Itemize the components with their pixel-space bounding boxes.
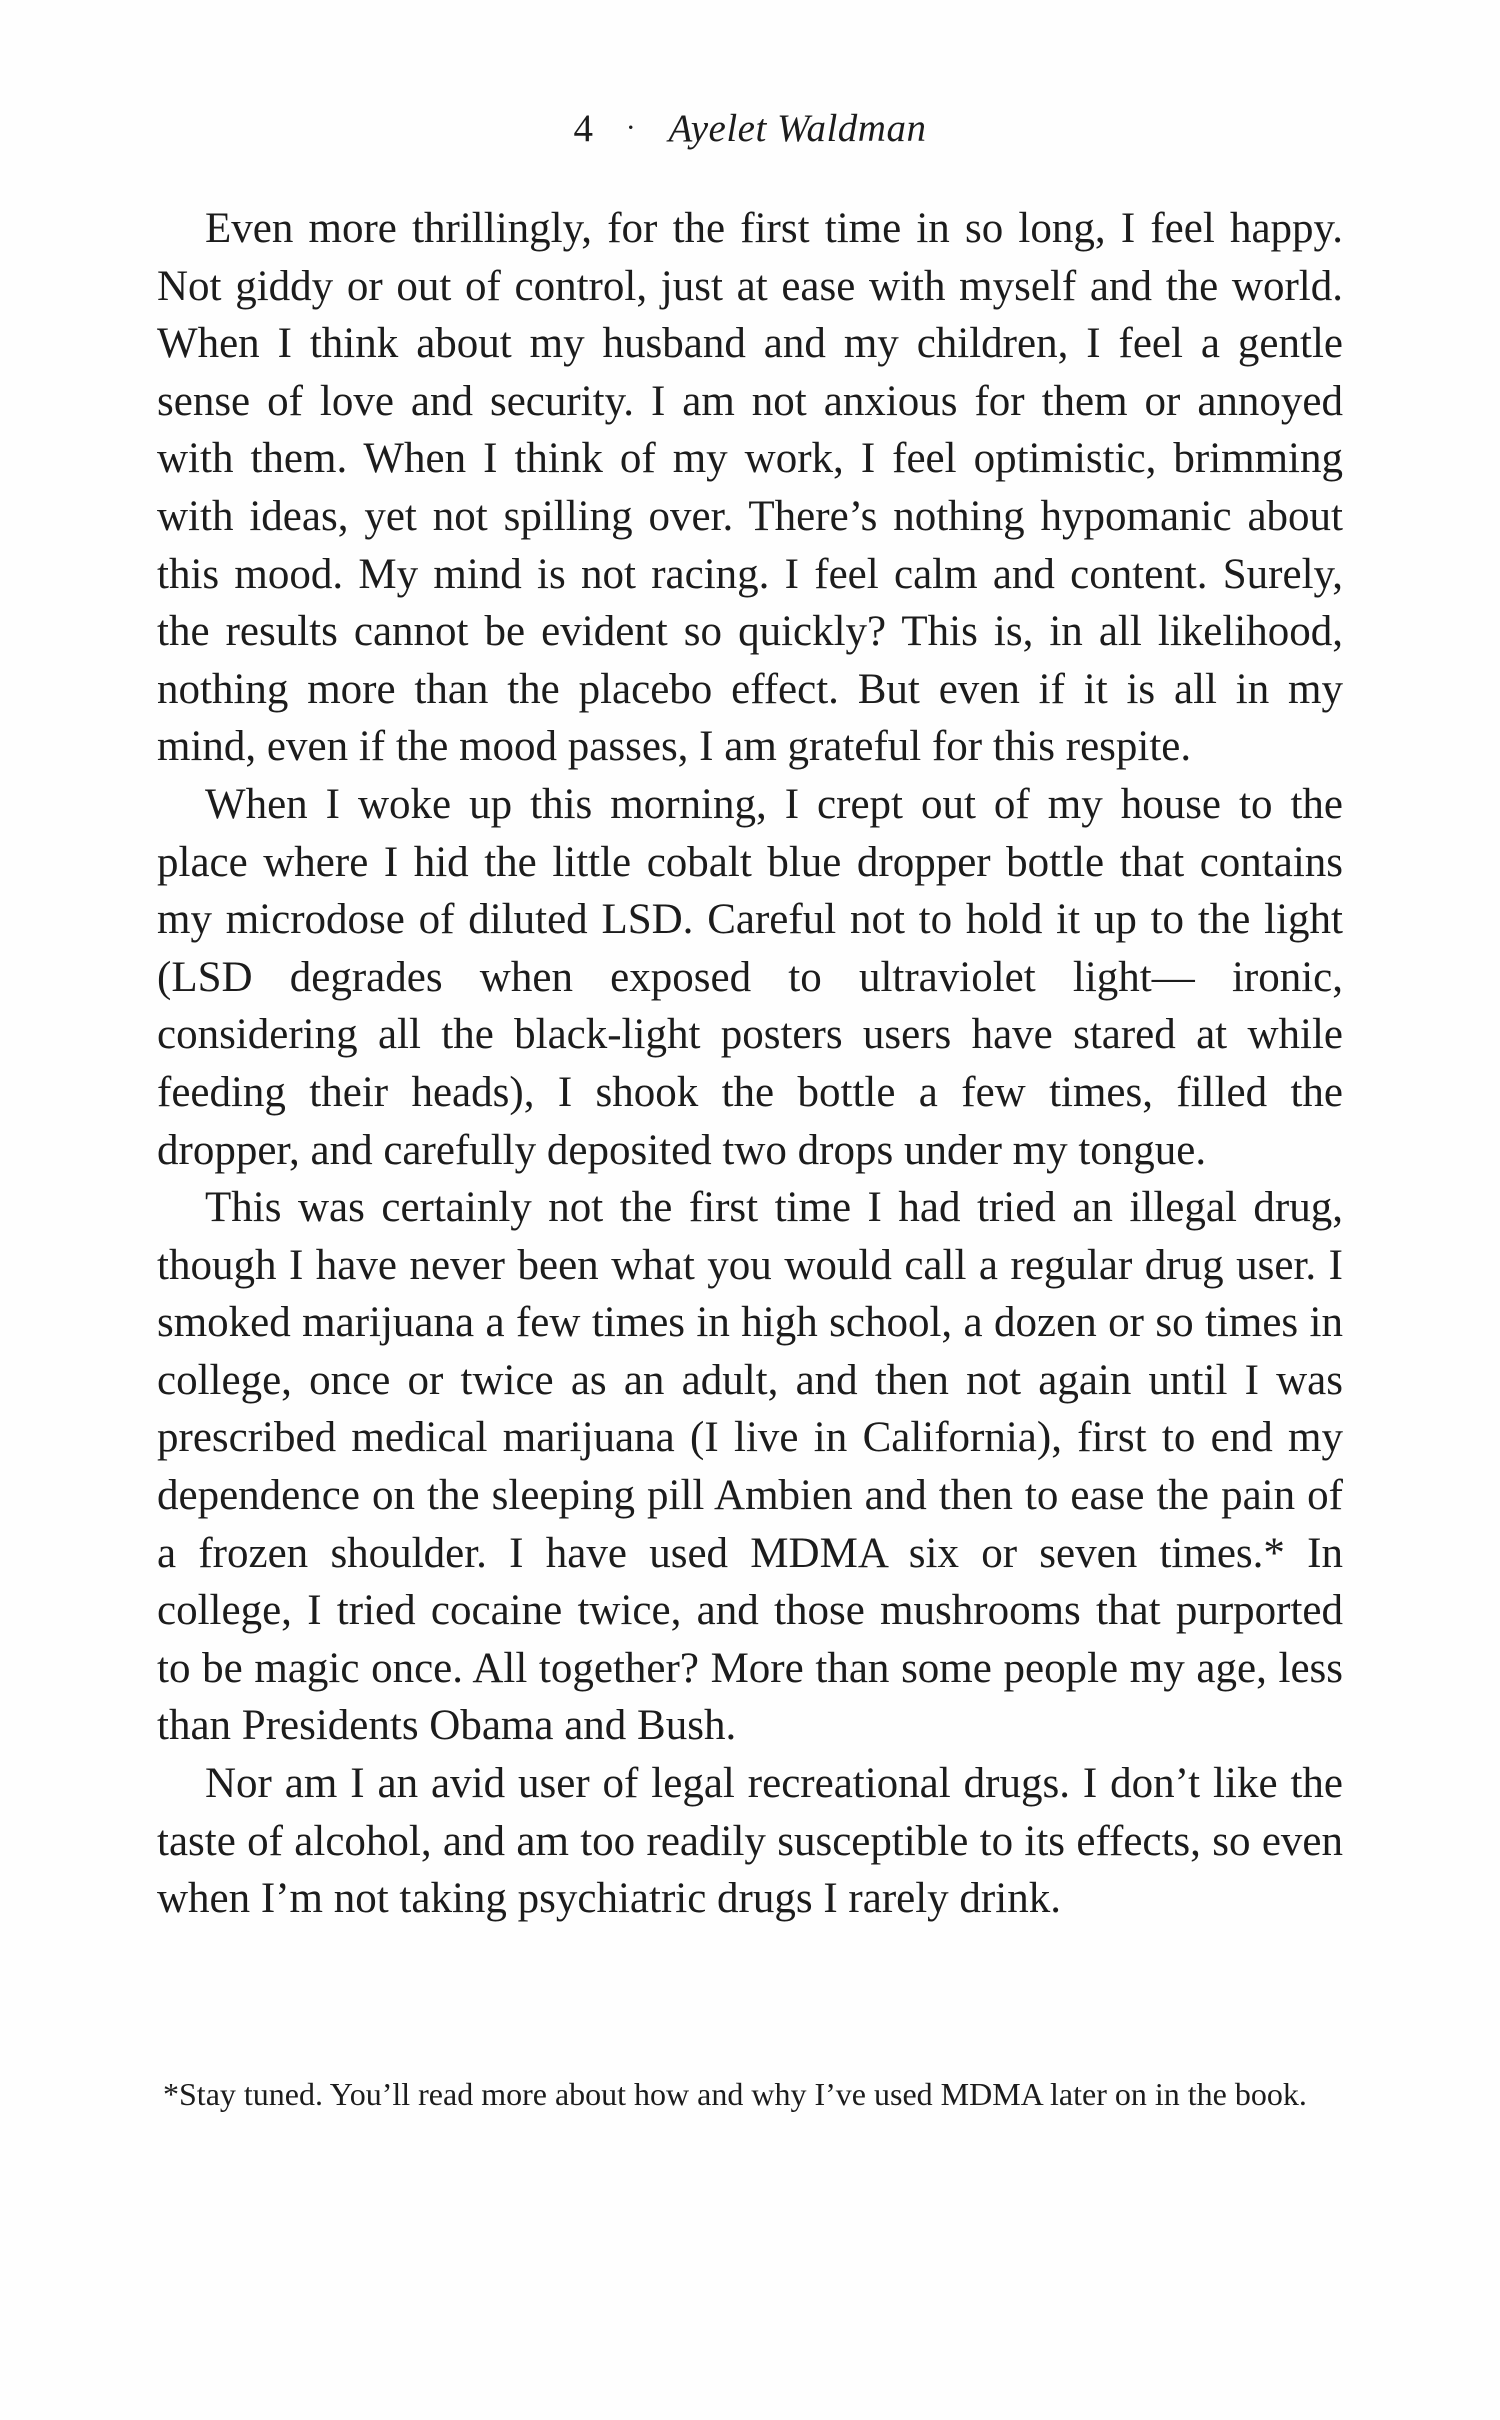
page-number: 4 — [573, 107, 594, 150]
header-separator: · — [625, 111, 637, 144]
footnote: *Stay tuned. You’ll read more about how and why I’ve used MDMA later on in the book. — [163, 2076, 1307, 2112]
paragraph: When I woke up this morning, I crept out of my house to the place where I hid the little cobalt blue dropper bottle that contains my microdose of diluted LSD. Careful not to hold it up to the light (LSD degrades when exposed to ultraviolet light— ironic, considering all the black-light posters users have stared at while feeding their heads), I shook the bottle a few times, filled the dropper, and carefully deposited two drops under my tongue. — [157, 780, 1343, 1174]
paragraph: This was certainly not the first time I had tried an illegal drug, though I have never been what you would call a regular drug user. I smoked marijuana a few times in high school, a dozen or so times in college, once or twice as an adult, and then not again until I was prescribed medical marijuana (I live in California), first to end my dependence on the sleeping pill Ambien and then to ease the pain of a frozen shoulder. I have used MDMA six or seven times.* In college, I tried cocaine twice, and those mushrooms that purported to be magic once. All together? More than some people my age, less than Presidents Obama and Bush. — [157, 1184, 1343, 1750]
body-text — [157, 200, 1343, 1928]
author-name: Ayelet Waldman — [668, 107, 927, 150]
paragraph: Nor am I an avid user of legal recreational drugs. I don’t like the taste of alcohol, and am too readily susceptible to its effects, so even when I’m not taking psychiatric drugs I rarely drink. — [157, 1760, 1343, 1923]
running-head — [0, 104, 1500, 157]
paragraph: Even more thrillingly, for the first time in so long, I feel happy. Not giddy or out of control, just at ease with myself and the world. When I think about my husband and my children, I feel a gentle sense of love and security. I am not anxious for them or annoyed with them. When I think of my work, I feel optimistic, brimming with ideas, yet not spilling over. There’s nothing hypomanic about this mood. My mind is not racing. I feel calm and content. Surely, the results cannot be evident so quickly? This is, in all likelihood, nothing more than the placebo effect. But even if it is all in my mind, even if the mood passes, I am grateful for this respite. — [157, 205, 1343, 771]
